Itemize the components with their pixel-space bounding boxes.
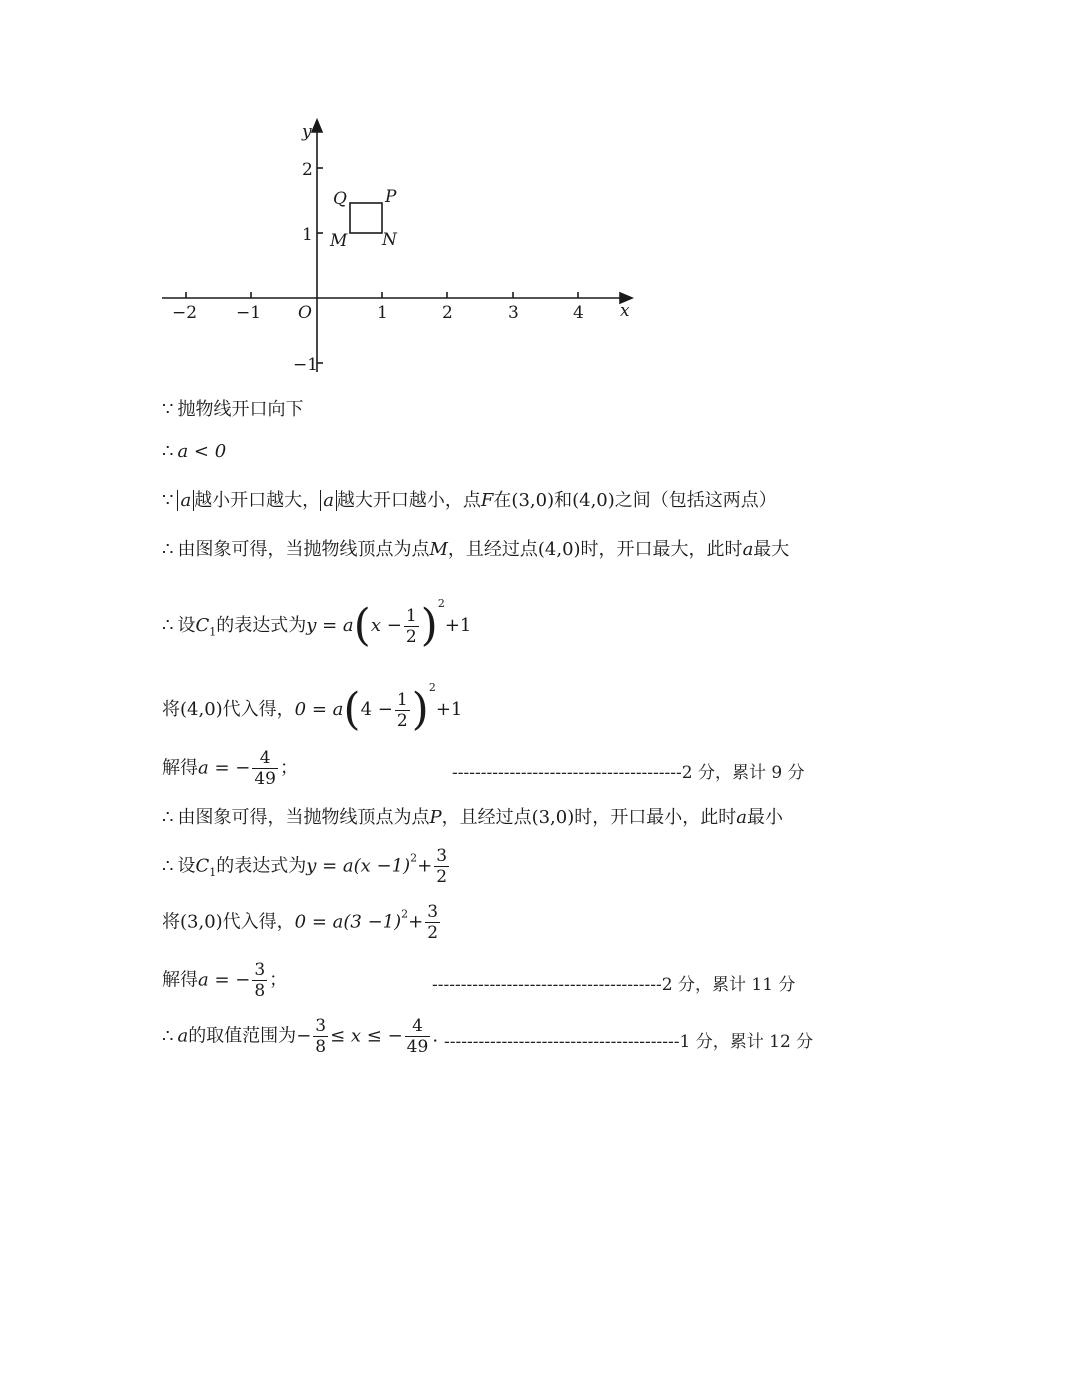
line-7: 解得a = − $\frac{4}{49}$ ； <box>162 748 298 789</box>
because-symbol: ∵ <box>162 490 174 511</box>
therefore-symbol: ∴ <box>162 807 174 828</box>
line-3: ∵ a 越小开口越大， a 越大开口越小，点F在(3,0)和(4,0)之间（包括这两点） <box>162 490 777 511</box>
fraction: $\frac{3}{2}$ <box>436 846 448 887</box>
fraction: $\frac{4}{49}$ <box>406 1016 429 1057</box>
line-9: ∴ 设$C_1$的表达式为$y = a(x -1)^2+$ $\frac{3}{2}$ <box>162 846 448 887</box>
x-tick-label: 4 <box>573 303 584 323</box>
line-2: ∴ a < 0 <box>162 441 227 462</box>
line-6: 将(4,0)代入得，0 = a(4 − $\frac{1}{2}$ )$^2$+1 <box>162 681 463 735</box>
point-n-label: N <box>382 230 397 250</box>
therefore-symbol: ∴ <box>162 1025 174 1047</box>
x-axis-label: x <box>620 301 630 321</box>
line-1: ∵ 抛物线开口向下 <box>162 399 304 420</box>
line-12: ∴ a的取值范围为− $\frac{3}{8}$ ≤ x ≤ − $\frac{4}{49}$ . <box>162 1016 439 1057</box>
line-8: ∴ 由图象可得，当抛物线顶点为点P，且经过点(3,0)时，开口最小，此时a最小 <box>162 807 783 828</box>
x-tick-label: 3 <box>508 303 519 323</box>
score-line-2: ----------------------------------------2 分，累计 11 分 <box>432 975 796 995</box>
line-10: 将(3,0)代入得，$0 = a(3 -1)^2+$ $\frac{3}{2}$ <box>162 902 439 943</box>
point-p-label: P <box>385 187 397 207</box>
point-m-label: M <box>330 231 348 251</box>
therefore-symbol: ∴ <box>162 539 174 560</box>
point-q-label: Q <box>333 189 347 209</box>
y-axis-label: y <box>302 122 312 142</box>
therefore-symbol: ∴ <box>162 615 174 636</box>
coordinate-graph <box>0 0 1080 400</box>
fraction: $\frac{1}{2}$ <box>396 689 408 731</box>
line-11: 解得a = − $\frac{3}{8}$ ； <box>162 960 288 1001</box>
therefore-symbol: ∴ <box>162 855 174 877</box>
x-tick-label: 2 <box>442 303 453 323</box>
y-axis-arrow <box>312 120 322 132</box>
fraction: $\frac{1}{2}$ <box>405 605 417 647</box>
x-tick-label: −2 <box>172 303 198 323</box>
origin-label: O <box>298 303 312 323</box>
y-tick-label: 1 <box>302 225 313 245</box>
square-mnpq <box>350 203 382 233</box>
score-line-1: ----------------------------------------2 分，累计 9 分 <box>452 763 805 783</box>
line-5: ∴ 设$C_1$的表达式为y = a(x − $\frac{1}{2}$ )$^2$+1 <box>162 597 472 651</box>
x-tick-label: 1 <box>377 303 388 323</box>
y-tick-label: −1 <box>293 355 319 375</box>
fraction: $\frac{3}{2}$ <box>427 902 439 943</box>
therefore-symbol: ∴ <box>162 441 174 462</box>
score-line-3: -----------------------------------------1 分，累计 12 分 <box>444 1032 814 1052</box>
fraction: $\frac{4}{49}$ <box>254 748 276 789</box>
because-symbol: ∵ <box>162 399 174 420</box>
y-tick-label: 2 <box>302 160 313 180</box>
line-4: ∴ 由图象可得，当抛物线顶点为点M，且经过点(4,0)时，开口最大，此时a最大 <box>162 539 790 560</box>
fraction: $\frac{3}{8}$ <box>315 1016 327 1057</box>
fraction: $\frac{3}{8}$ <box>254 960 266 1001</box>
x-tick-label: −1 <box>236 303 262 323</box>
